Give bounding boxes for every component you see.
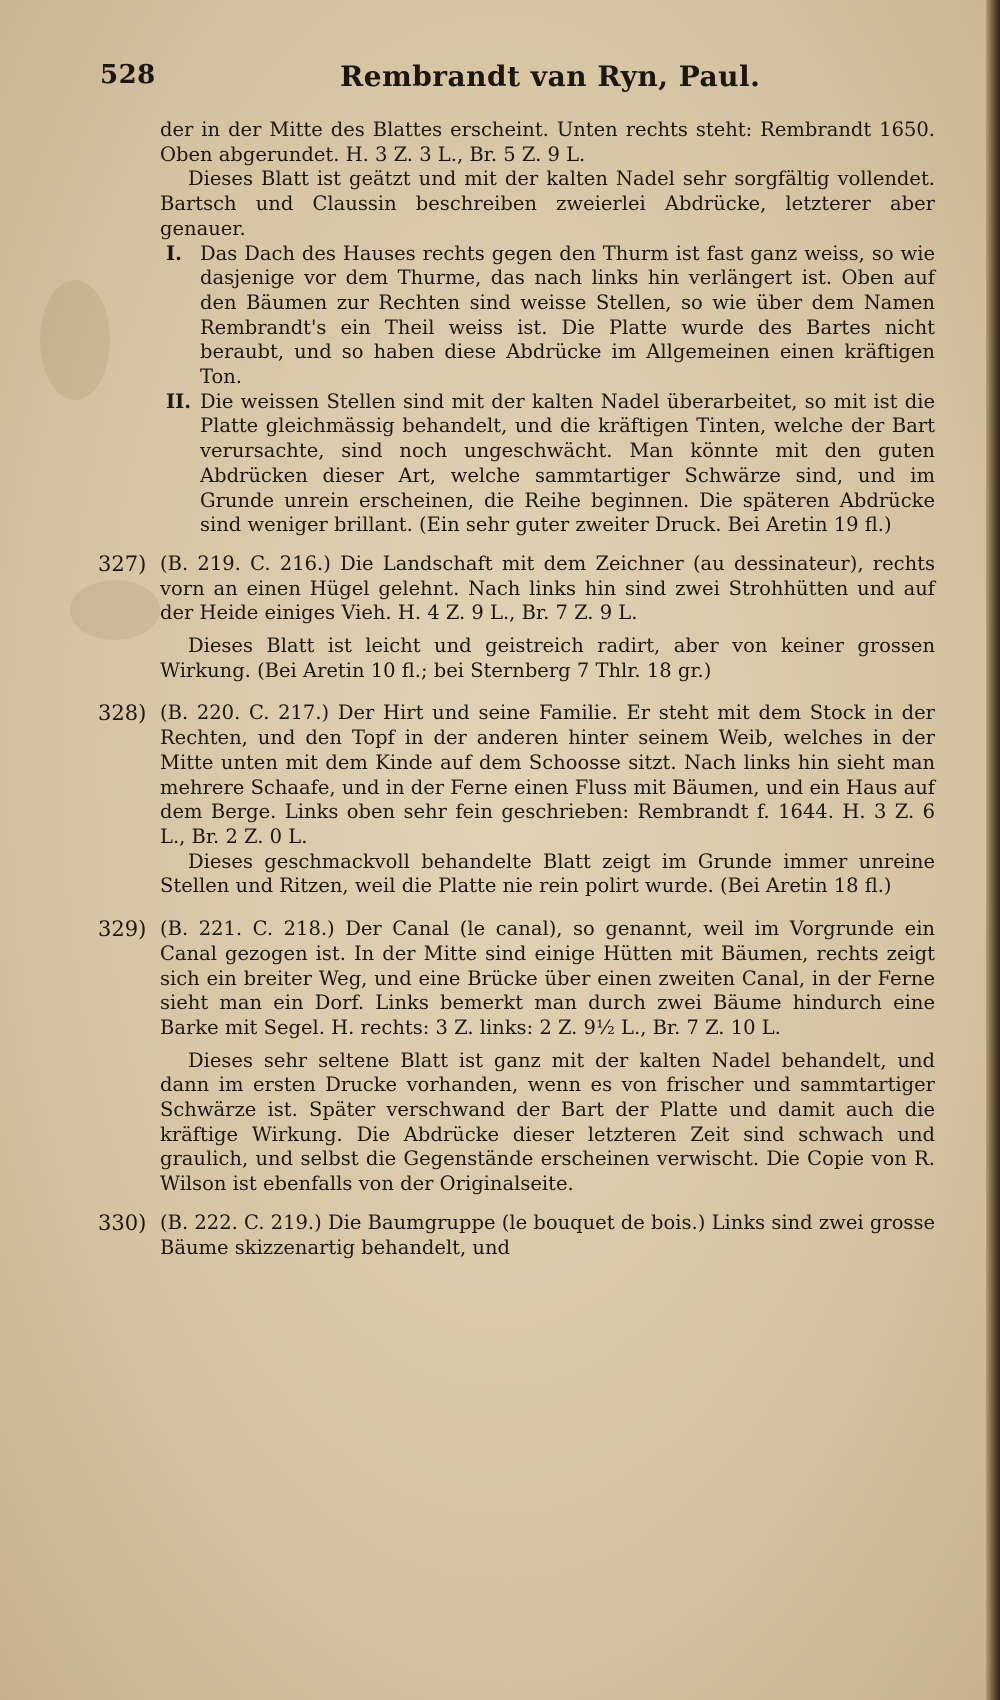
state-number: I. <box>166 241 182 265</box>
page-edge <box>986 0 1000 1700</box>
state-item <box>160 390 935 538</box>
intro-continuation: der in der Mitte des Blattes erscheint. Unten rechts steht: Rembrandt 1650. Oben abgerundet. H. 3 Z. 3 L., Br. 5 Z. 9 L. <box>160 118 935 166</box>
catalog-entry <box>98 551 935 684</box>
state-text: Die weissen Stellen sind mit der kalten Nadel überarbeitet, so mit ist die Platte gleichmässig behandelt, und die kräftigen Tinten, welche der Bart verursachte, sind noch ungeschwächt. Man könnte mit den guten Abdrücken dieser Art, welche sammtartiger Schwärze sind, und im Grunde unrein erscheinen, die Reihe beginnen. Die späteren Abdrücke sind weniger brillant. (Ein sehr guter zweiter Druck. Bei Aretin 19 fl.) <box>200 389 935 537</box>
entry-description: (B. 221. C. 218.) Der Canal (le canal), so genannt, weil im Vorgrunde ein Canal gezogen ist. In der Mitte sind einige Hütten mit Bäumen, rechts zeigt sich ein breiter Weg, und eine Brücke über einen zweiten Canal, in der Ferne sieht man ein Dorf. Links bemerkt man durch zwei Bäume hindurch eine Barke mit Segel. H. rechts: 3 Z. links: 2 Z. 9½ L., Br. 7 Z. 10 L. <box>160 917 935 1039</box>
state-item <box>160 242 935 390</box>
entry-note: Dieses sehr seltene Blatt ist ganz mit der kalten Nadel behandelt, und dann im ersten Drucke vorhanden, wenn es von frischer und sammtartiger Schwärze ist. Später verschwand der Bart der Platte und damit auch die kräftige Wirkung. Die Abdrücke dieser letzteren Zeit sind schwach und graulich, und selbst die Gegenstände erscheinen verwischt. Die Copie von R. Wilson ist ebenfalls von der Originalseite. <box>160 1048 935 1196</box>
state-number: II. <box>166 389 192 413</box>
entry-number: 329) <box>98 917 147 942</box>
entry-note: Dieses Blatt ist leicht und geistreich radirt, aber von keiner grossen Wirkung. (Bei Aretin 10 fl.; bei Sternberg 7 Thlr. 18 gr.) <box>160 634 935 682</box>
entry-number: 330) <box>98 1210 147 1235</box>
intro-paragraph: Dieses Blatt ist geätzt und mit der kalten Nadel sehr sorgfältig vollendet. Bartsch und Claussin beschreiben zweierlei Abdrücke, letzterer aber genauer. <box>160 167 935 240</box>
running-title: Rembrandt van Ryn, Paul. <box>340 60 761 93</box>
page-number: 528 <box>100 60 156 90</box>
entry-number: 328) <box>98 701 147 726</box>
catalog-entry <box>98 701 935 899</box>
entry-description: (B. 220. C. 217.) Der Hirt und seine Familie. Er steht mit dem Stock in der Rechten, und den Topf in der anderen hinter seinem Weib, welches in der Mitte unten mit dem Kinde auf dem Schoosse sitzt. Nach links hin sieht man mehrere Schaafe, und in der Ferne einen Fluss mit Bäumen, und ein Haus auf dem Berge. Links oben sehr fein geschrieben: Rembrandt f. 1644. H. 3 Z. 6 L., Br. 2 Z. 0 L. <box>160 701 935 848</box>
entry-note: Dieses geschmackvoll behandelte Blatt zeigt im Grunde immer unreine Stellen und Ritzen, weil die Platte nie rein polirt wurde. (Bei Aretin 18 fl.) <box>160 849 935 898</box>
paper-stain <box>70 580 160 640</box>
entry-description: (B. 222. C. 219.) Die Baumgruppe (le bouquet de bois.) Links sind zwei grosse Bäume skizzenartig behandelt, und <box>160 1210 935 1259</box>
entry-description: (B. 219. C. 216.) Die Landschaft mit dem Zeichner (au dessinateur), rechts vorn an einen Hügel gelehnt. Nach links hin sind zwei Strohhütten und auf der Heide einiges Vieh. H. 4 Z. 9 L., Br. 7 Z. 9 L. <box>160 551 935 625</box>
body-text <box>98 118 935 1260</box>
state-text: Das Dach des Hauses rechts gegen den Thurm ist fast ganz weiss, so wie dasjenige vor dem Thurme, das nach links hin verlängert ist. Oben auf den Bäumen zur Rechten sind weisse Stellen, so wie über dem Namen Rembrandt's ein Theil weiss ist. Die Platte wurde des Bartes nicht beraubt, und so haben diese Abdrücke im Allgemeinen einen kräftigen Ton. <box>200 241 935 389</box>
catalog-entry <box>98 1210 935 1260</box>
paper-stain <box>40 280 110 400</box>
entry-number: 327) <box>98 551 147 576</box>
catalog-entry <box>98 917 935 1197</box>
page-header <box>100 60 980 100</box>
